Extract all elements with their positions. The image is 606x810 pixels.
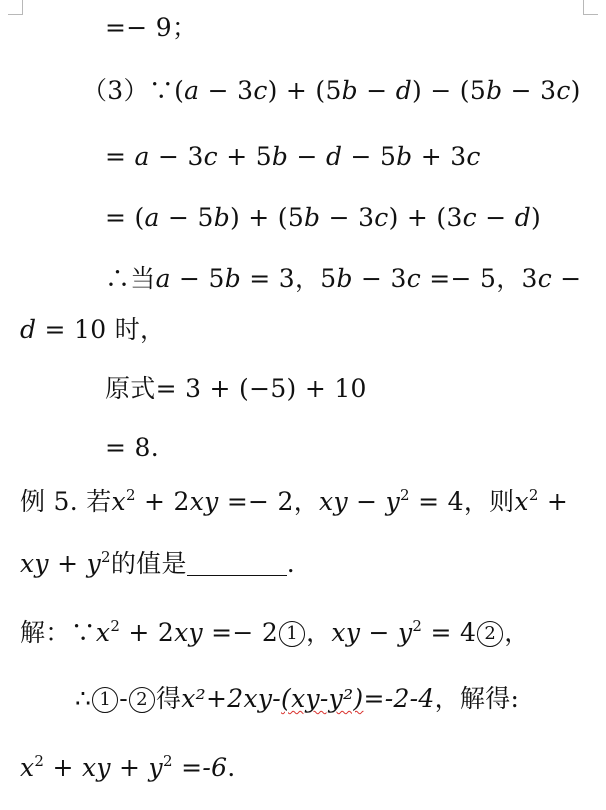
final-text-b: + 𝑥𝑦 + 𝑦 xyxy=(44,753,163,782)
circled-number-2: 2 xyxy=(477,621,503,647)
final-answer-line xyxy=(20,752,236,784)
exponent: 2 xyxy=(110,617,121,635)
equation-line-6: 𝑑 = 10 时， xyxy=(20,315,166,344)
solution-text-e: ， xyxy=(504,618,530,647)
page-corner-mark-left xyxy=(8,0,23,15)
solution-text-get: 得 xyxy=(155,684,182,713)
example-5-text-e: 𝑥𝑦 + 𝑦 xyxy=(20,549,101,578)
solution-text-c: ，𝑥𝑦 − 𝑦 xyxy=(306,618,413,647)
final-period: . xyxy=(227,753,236,782)
circled-number-1: 1 xyxy=(92,687,118,713)
solution-text-solve: ，解得: xyxy=(434,684,520,713)
example-5-line-2 xyxy=(20,548,295,580)
exponent: 2 xyxy=(412,617,423,635)
page-corner-mark-right xyxy=(583,0,598,15)
solution-text-d: = 4 xyxy=(422,618,477,647)
equation-line-3: = 𝑎 − 3𝑐 + 5𝑏 − 𝑑 − 5𝑏 + 3𝑐 xyxy=(105,142,481,171)
solution-line-1 xyxy=(20,617,530,649)
example-5-text-d: + xyxy=(538,487,569,516)
example-5-line-1 xyxy=(20,486,568,518)
equation-line-4: = (𝑎 − 5𝑏) + (5𝑏 − 3𝑐) + (3𝑐 − 𝑑) xyxy=(105,203,542,232)
equation-line-2 xyxy=(82,75,581,107)
step-expression-a: x²+2xy- xyxy=(181,684,282,713)
final-text-c: = xyxy=(172,753,203,782)
solution-line-2 xyxy=(75,683,519,715)
equation-line-8: = 8. xyxy=(105,433,159,462)
minus-sign: - xyxy=(119,684,128,713)
example-5-text-a: 例 5. 若𝑥 xyxy=(20,487,126,516)
final-answer-value: -6 xyxy=(202,753,228,782)
solution-text-b: + 2𝑥𝑦 =− 2 xyxy=(120,618,279,647)
equation-line-7: 原式= 3 + (−5) + 10 xyxy=(105,374,367,403)
part-3-label: （3）∵ xyxy=(82,76,175,105)
therefore-symbol: ∴ xyxy=(75,684,92,713)
step-expression-c: =-2-4 xyxy=(363,684,435,713)
answer-blank[interactable] xyxy=(187,549,287,576)
example-5-period: . xyxy=(286,549,295,578)
equation-line-1: =− 9； xyxy=(105,13,198,42)
exponent: 2 xyxy=(34,752,45,770)
equation-line-5: ∴当𝑎 − 5𝑏 = 3，5𝑏 − 3𝑐 =− 5，3𝑐 − xyxy=(105,264,582,293)
solution-text-a: 解：∵𝑥 xyxy=(20,618,111,647)
example-5-text-c: = 4，则𝑥 xyxy=(409,487,529,516)
step-expression-b: (xy-y²) xyxy=(281,684,364,713)
circled-number-2: 2 xyxy=(129,687,155,713)
example-5-text-b: + 2𝑥𝑦 =− 2，𝑥𝑦 − 𝑦 xyxy=(135,487,401,516)
example-5-text-f: 的值是 xyxy=(110,549,187,578)
exponent: 2 xyxy=(528,486,539,504)
final-text-a: 𝑥 xyxy=(20,753,35,782)
exponent: 2 xyxy=(125,486,136,504)
exponent: 2 xyxy=(101,548,111,566)
circled-number-1: 1 xyxy=(279,621,305,647)
part-3-expression: (𝑎 − 3𝑐) + (5𝑏 − 𝑑) − (5𝑏 − 3𝑐) xyxy=(174,76,581,105)
exponent: 2 xyxy=(162,752,173,770)
exponent: 2 xyxy=(400,486,410,504)
